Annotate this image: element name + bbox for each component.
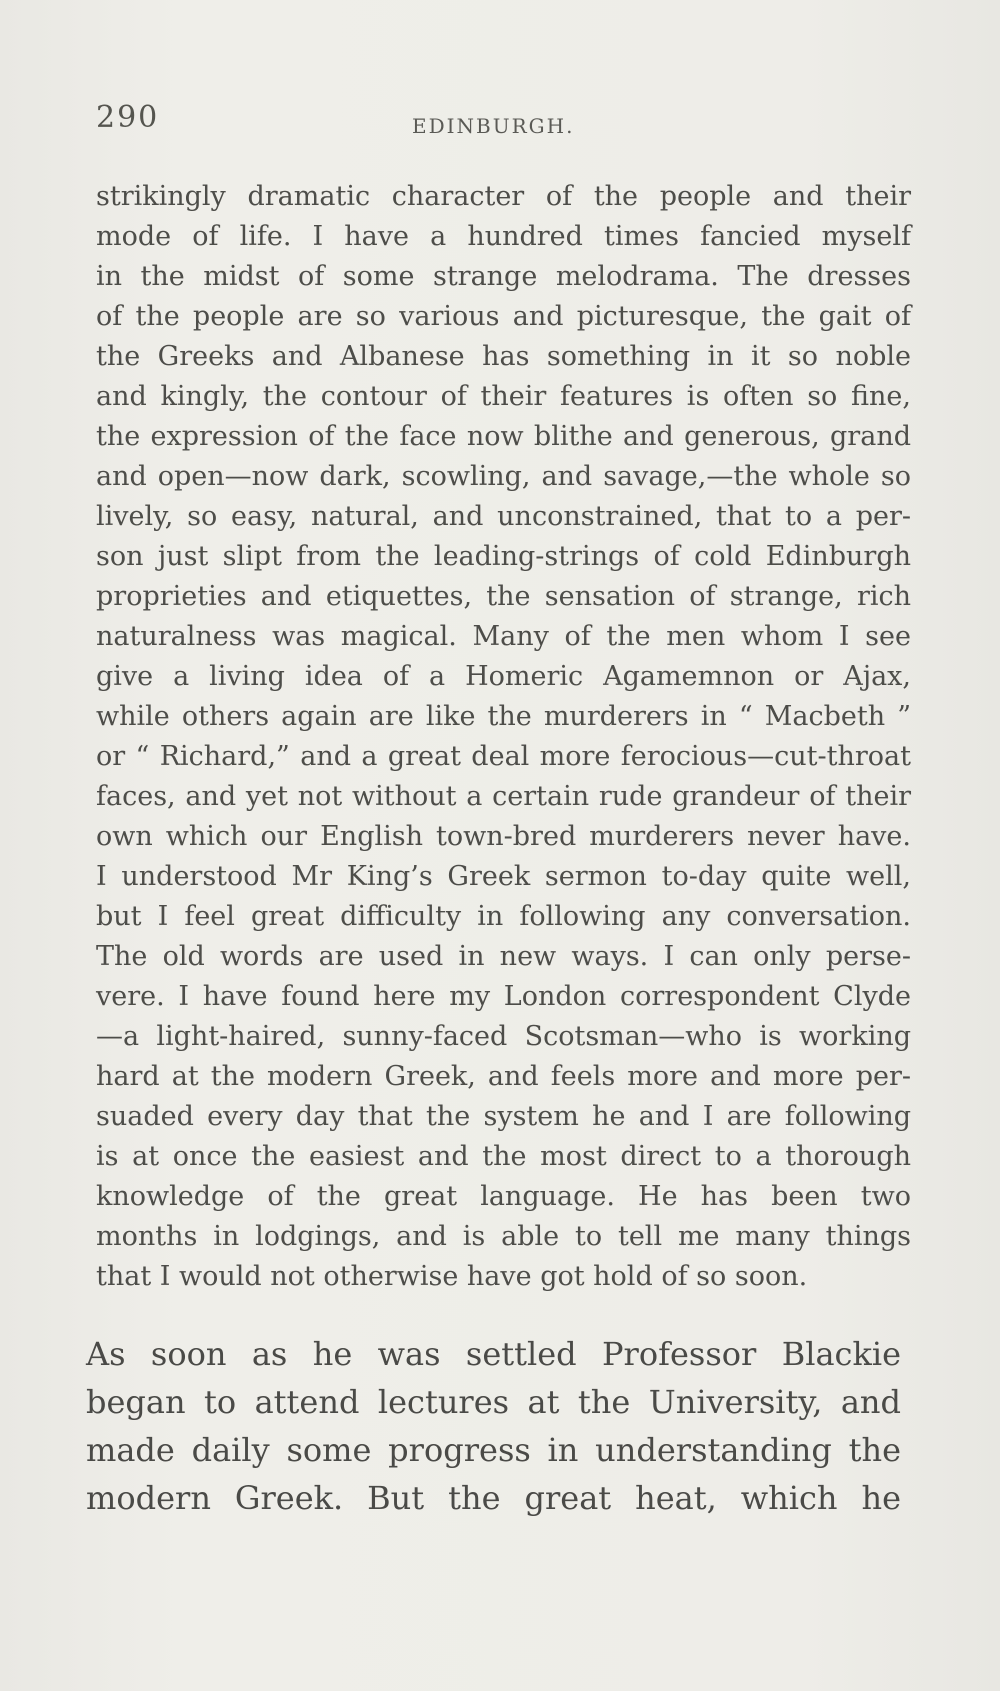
quote-line: —a light-haired, sunny-faced Scotsman—who is working bbox=[96, 1021, 911, 1052]
quote-line: but I feel great difficulty in following any conversation. bbox=[96, 901, 911, 932]
quote-line: naturalness was magical. Many of the men whom I see bbox=[96, 621, 911, 652]
quote-line: or “ Richard,” and a great deal more ferocious—cut-throat bbox=[96, 741, 911, 772]
quote-line: of the people are so various and picturesque, the gait of bbox=[96, 301, 911, 332]
quote-line: months in lodgings, and is able to tell me many things bbox=[96, 1221, 911, 1252]
quote-line: suaded every day that the system he and I are following bbox=[96, 1101, 911, 1132]
page-header bbox=[96, 100, 906, 140]
body-paragraph bbox=[86, 1330, 901, 1522]
quote-line: the Greeks and Albanese has something in it so noble bbox=[96, 341, 911, 372]
quote-line: lively, so easy, natural, and unconstrained, that to a per- bbox=[96, 501, 911, 532]
body-line: made daily some progress in understanding the bbox=[86, 1431, 901, 1469]
quote-line: The old words are used in new ways. I can only perse- bbox=[96, 941, 911, 972]
running-head: EDINBURGH. bbox=[412, 114, 575, 138]
body-line: modern Greek. But the great heat, which he bbox=[86, 1479, 901, 1517]
quote-line: give a living idea of a Homeric Agamemnon or Ajax, bbox=[96, 661, 911, 692]
quote-line: faces, and yet not without a certain rude grandeur of their bbox=[96, 781, 911, 812]
quote-line: in the midst of some strange melodrama. The dresses bbox=[96, 261, 911, 292]
quote-line: proprieties and etiquettes, the sensation of strange, rich bbox=[96, 581, 911, 612]
quote-line: the expression of the face now blithe and generous, grand bbox=[96, 421, 911, 452]
quote-line: is at once the easiest and the most direct to a thorough bbox=[96, 1141, 911, 1172]
quote-line: while others again are like the murderers in “ Macbeth ” bbox=[96, 701, 911, 732]
quote-line: own which our English town-bred murderers never have. bbox=[96, 821, 911, 852]
quote-line: mode of life. I have a hundred times fancied myself bbox=[96, 221, 911, 252]
quote-line: and kingly, the contour of their features is often so fine, bbox=[96, 381, 911, 412]
quote-line: hard at the modern Greek, and feels more and more per- bbox=[96, 1061, 911, 1092]
quote-line: son just slipt from the leading-strings of cold Edinburgh bbox=[96, 541, 911, 572]
quote-line: knowledge of the great language. He has been two bbox=[96, 1181, 911, 1212]
body-line: As soon as he was settled Professor Blackie bbox=[86, 1335, 901, 1373]
quote-line: and open—now dark, scowling, and savage,—the whole so bbox=[96, 461, 911, 492]
quoted-passage bbox=[96, 177, 911, 1297]
quote-line: vere. I have found here my London correspondent Clyde bbox=[96, 981, 911, 1012]
page-number: 290 bbox=[96, 100, 160, 135]
body-line: began to attend lectures at the University, and bbox=[86, 1383, 901, 1421]
quote-line: I understood Mr King’s Greek sermon to-day quite well, bbox=[96, 861, 911, 892]
quote-line: that I would not otherwise have got hold of so soon. bbox=[96, 1261, 808, 1292]
quote-line: strikingly dramatic character of the people and their bbox=[96, 181, 911, 212]
